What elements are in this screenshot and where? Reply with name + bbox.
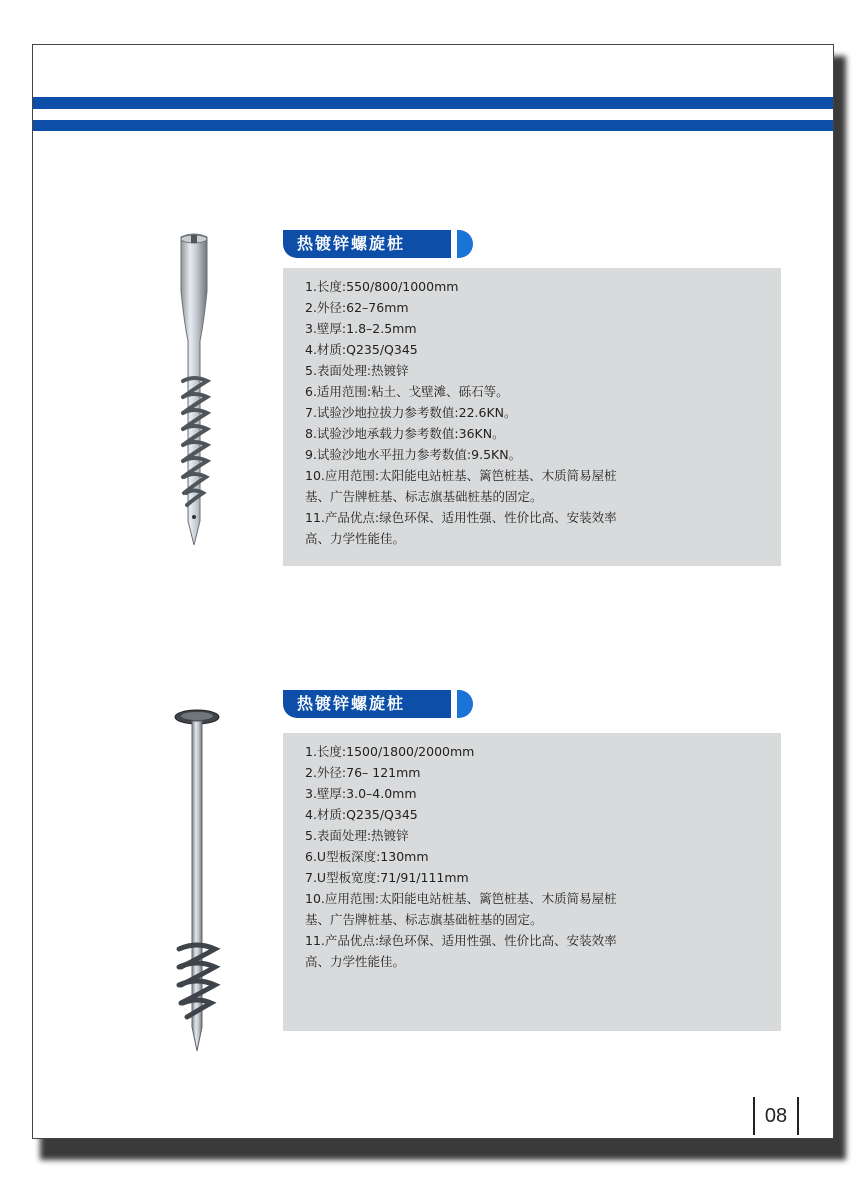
spec-line: 基、广告牌桩基、标志旗基础桩基的固定。 — [305, 912, 543, 927]
spec-line: 6.U型板深度:130mm — [305, 849, 429, 864]
spec-line: 基、广告牌桩基、标志旗基础桩基的固定。 — [305, 489, 543, 504]
spec-box — [283, 733, 781, 1031]
spec-line: 7.试验沙地拉拔力参考数值:22.6KN。 — [305, 405, 517, 420]
spec-line: 10.应用范围:太阳能电站桩基、篱笆桩基、木质简易屋桩 — [305, 891, 617, 906]
spec-line: 2.外径:62–76mm — [305, 300, 409, 315]
tab-cap — [457, 230, 473, 258]
spec-line: 1.长度:550/800/1000mm — [305, 279, 459, 294]
spec-line: 5.表面处理:热镀锌 — [305, 828, 409, 843]
header-stripe-bottom — [33, 120, 833, 131]
spec-line: 3.壁厚:1.8–2.5mm — [305, 321, 417, 336]
header-stripe-top — [33, 97, 833, 109]
ground-screw-short-image — [169, 231, 219, 547]
spec-line: 高、力学性能佳。 — [305, 954, 406, 969]
spec-line: 5.表面处理:热镀锌 — [305, 363, 409, 378]
spec-line: 9.试验沙地水平扭力参考数值:9.5KN。 — [305, 447, 522, 462]
tab-cap — [457, 690, 473, 718]
catalog-page — [32, 44, 834, 1139]
spec-line: 4.材质:Q235/Q345 — [305, 807, 418, 822]
page-number: 08 — [753, 1097, 799, 1135]
spec-line: 10.应用范围:太阳能电站桩基、篱笆桩基、木质简易屋桩 — [305, 468, 617, 483]
spec-line: 2.外径:76– 121mm — [305, 765, 421, 780]
spec-box — [283, 268, 781, 566]
spec-line: 1.长度:1500/1800/2000mm — [305, 744, 475, 759]
spec-line: 11.产品优点:绿色环保、适用性强、性价比高、安装效率 — [305, 933, 617, 948]
spec-line: 6.适用范围:粘土、戈壁滩、砾石等。 — [305, 384, 509, 399]
product-title: 热镀锌螺旋桩 — [283, 690, 451, 718]
spec-line: 4.材质:Q235/Q345 — [305, 342, 418, 357]
product-title-tab — [283, 690, 483, 718]
spec-line: 11.产品优点:绿色环保、适用性强、性价比高、安装效率 — [305, 510, 617, 525]
spec-line: 7.U型板宽度:71/91/111mm — [305, 870, 469, 885]
spec-line: 3.壁厚:3.0–4.0mm — [305, 786, 417, 801]
spec-line: 高、力学性能佳。 — [305, 531, 406, 546]
ground-screw-long-image — [169, 701, 225, 1053]
product-title-tab — [283, 230, 483, 258]
spec-line: 8.试验沙地承载力参考数值:36KN。 — [305, 426, 505, 441]
product-title: 热镀锌螺旋桩 — [283, 230, 451, 258]
